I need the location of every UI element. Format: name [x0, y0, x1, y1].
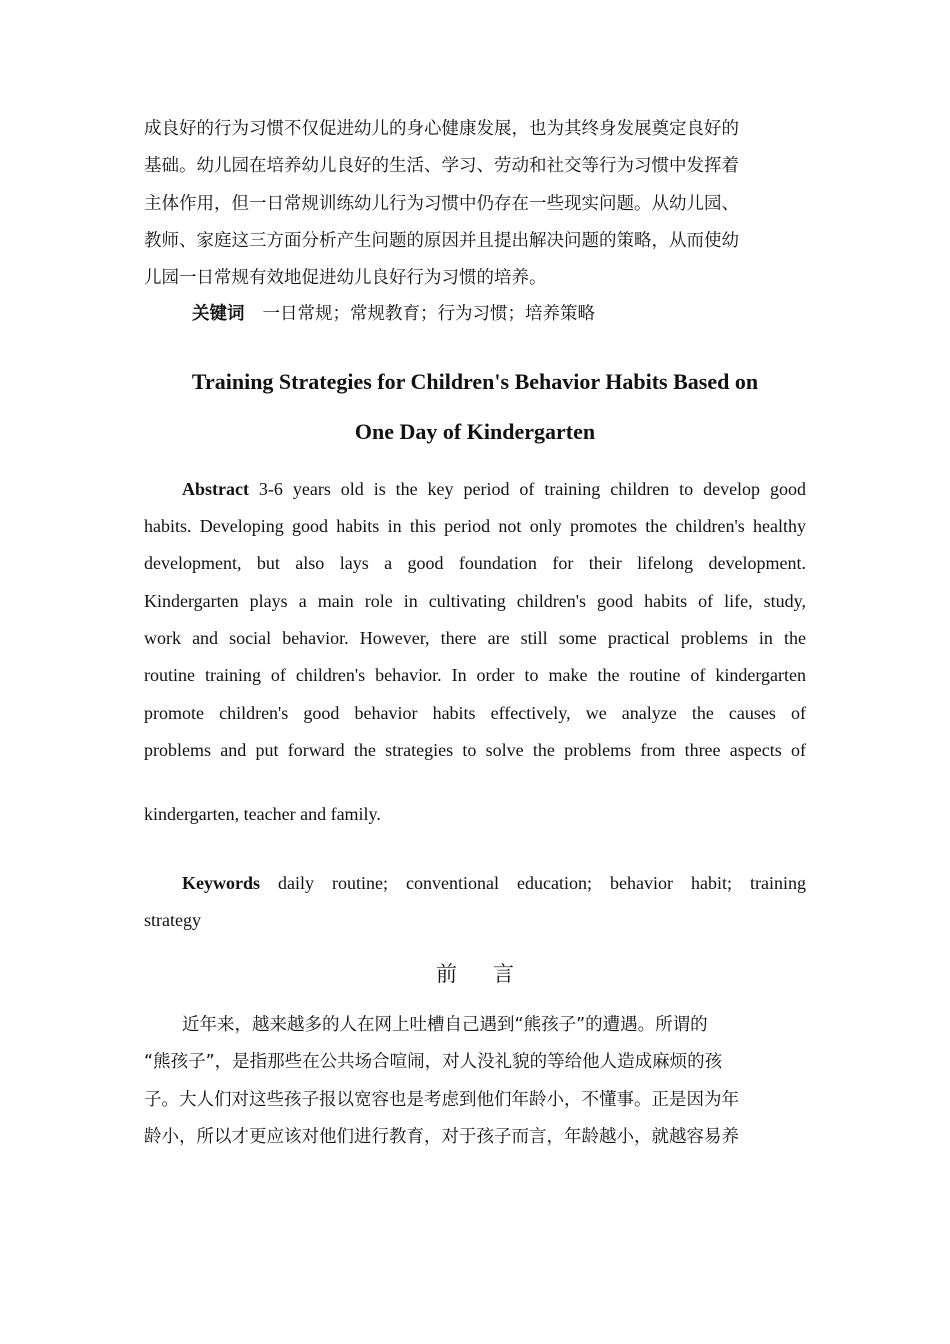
abstract-en-line: development, but also lays a good foundation for their lifelong development.	[144, 553, 806, 573]
keywords-cn-label: 关键词	[192, 304, 245, 324]
keywords-en-first-text: daily routine; conventional education; behavior habit; training	[278, 873, 807, 893]
keywords-cn-text: 一日常规；常规教育；行为习惯；培养策略	[262, 304, 595, 324]
abstract-en-label: Abstract	[182, 479, 249, 499]
preface-heading: 前言	[436, 962, 550, 986]
abstract-en-line: Kindergarten plays a main role in cultivating children's good habits of life, study,	[144, 591, 806, 611]
abstract-en-first-line	[182, 477, 806, 501]
abstract-en-last-line: kindergarten, teacher and family.	[144, 804, 381, 824]
abstract-cn-line: 主体作用，但一日常规训练幼儿行为习惯中仍存在一些现实问题。从幼儿园、	[144, 194, 739, 214]
keywords-en-label: Keywords	[182, 873, 260, 893]
preface-line: 子。大人们对这些孩子报以宽容也是考虑到他们年龄小，不懂事。正是因为年	[144, 1090, 739, 1110]
preface-line: 近年来，越来越多的人在网上吐槽自己遇到“熊孩子”的遭遇。所谓的	[182, 1015, 708, 1035]
keywords-en-first-line	[182, 871, 806, 895]
abstract-en-line: problems and put forward the strategies to solve the problems from three aspects of	[144, 740, 806, 760]
abstract-en-line: routine training of children's behavior. In order to make the routine of kindergarten	[144, 665, 806, 685]
abstract-en-line: work and social behavior. However, there are still some practical problems in the	[144, 628, 806, 648]
keywords-cn	[192, 302, 595, 326]
abstract-en-line: habits. Developing good habits in this period not only promotes the children's healthy	[144, 516, 806, 536]
abstract-cn-line: 成良好的行为习惯不仅促进幼儿的身心健康发展，也为其终身发展奠定良好的	[144, 119, 739, 139]
abstract-en-first-text: 3-6 years old is the key period of training children to develop good	[258, 479, 806, 499]
preface-line: 龄小，所以才更应该对他们进行教育，对于孩子而言，年龄越小，就越容易养	[144, 1127, 739, 1147]
english-title-line-1: Training Strategies for Children's Behavior Habits Based on	[191, 369, 759, 394]
abstract-cn-line: 儿园一日常规有效地促进幼儿良好行为习惯的培养。	[144, 268, 547, 288]
preface-line: “熊孩子”，是指那些在公共场合喧闹，对人没礼貌的等给他人造成麻烦的孩	[144, 1052, 723, 1072]
english-title-line-2: One Day of Kindergarten	[354, 419, 596, 444]
abstract-en-line: promote children's good behavior habits effectively, we analyze the causes of	[144, 703, 806, 723]
abstract-cn-line: 基础。幼儿园在培养幼儿良好的生活、学习、劳动和社交等行为习惯中发挥着	[144, 156, 739, 176]
keywords-en-last-line: strategy	[144, 910, 201, 930]
abstract-cn-line: 教师、家庭这三方面分析产生问题的原因并且提出解决问题的策略，从而使幼	[144, 231, 739, 251]
